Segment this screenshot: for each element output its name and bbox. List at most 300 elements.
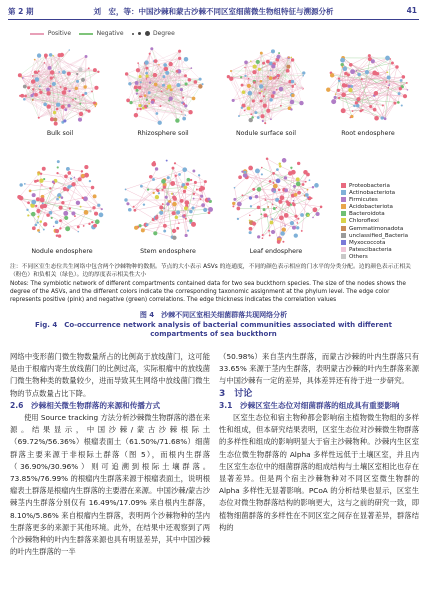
negative-legend-label: Negative	[96, 30, 124, 37]
network-node	[356, 104, 360, 108]
network-node	[34, 93, 38, 97]
network-node	[178, 50, 181, 53]
network-node	[284, 225, 286, 227]
network-node	[276, 89, 278, 91]
network-node	[46, 88, 50, 92]
network-node	[391, 62, 394, 65]
network-node	[259, 84, 263, 88]
network-node	[163, 185, 166, 188]
network-node	[278, 52, 280, 54]
network-node	[374, 116, 379, 121]
network-node	[303, 170, 308, 175]
network-node	[258, 68, 261, 71]
network-node	[27, 214, 29, 216]
network-node	[331, 99, 336, 104]
network-node	[338, 80, 341, 83]
phylum-color-swatch	[341, 240, 346, 245]
network-node	[262, 237, 264, 239]
network-node	[29, 189, 32, 192]
network-node	[139, 108, 141, 110]
network-node	[49, 187, 51, 189]
network-node	[279, 162, 282, 165]
network-node	[252, 222, 256, 226]
network-node	[312, 217, 314, 219]
network-node	[342, 83, 346, 87]
network-node	[52, 82, 56, 86]
network-node	[57, 166, 59, 168]
network-panel	[18, 49, 100, 125]
network-node	[31, 79, 36, 84]
network-node	[188, 78, 192, 82]
network-node	[301, 230, 303, 232]
network-node	[288, 56, 290, 58]
network-node	[280, 105, 282, 107]
network-node	[350, 85, 353, 88]
network-node	[385, 81, 387, 83]
network-node	[172, 211, 176, 215]
network-node	[34, 70, 37, 73]
network-node	[199, 78, 202, 81]
network-node	[236, 207, 240, 211]
network-node	[200, 198, 202, 200]
network-node	[355, 101, 358, 104]
network-node	[89, 180, 91, 182]
network-node	[58, 234, 61, 237]
network-node	[40, 197, 45, 202]
network-node	[181, 111, 182, 112]
network-node	[382, 104, 384, 106]
network-edge	[175, 163, 205, 181]
network-node	[161, 189, 163, 191]
network-node	[380, 116, 383, 119]
network-node	[385, 56, 390, 61]
network-node	[257, 206, 261, 210]
network-node	[262, 62, 265, 65]
network-node	[233, 198, 236, 201]
phylum-name: Bacteroidota	[349, 211, 385, 218]
phylum-color-swatch	[341, 183, 346, 188]
network-node	[38, 231, 40, 233]
network-node	[248, 166, 253, 171]
network-node	[31, 200, 36, 205]
network-node	[278, 78, 280, 80]
network-node	[50, 76, 53, 79]
network-node	[307, 189, 309, 191]
network-node	[242, 90, 246, 94]
network-node	[302, 183, 305, 186]
network-node	[255, 195, 259, 199]
network-node	[84, 210, 89, 215]
network-node	[294, 215, 297, 218]
network-node	[249, 231, 252, 234]
network-node	[184, 200, 189, 205]
network-node	[32, 93, 34, 95]
network-node	[386, 71, 388, 73]
network-node	[400, 79, 403, 82]
network-edge	[269, 190, 274, 231]
network-node	[191, 206, 194, 209]
network-node	[164, 67, 168, 71]
network-node	[260, 80, 263, 83]
phylum-name: unclassified_Bacteria	[349, 232, 409, 239]
phylum-color-swatch	[341, 190, 346, 195]
network-node	[155, 112, 158, 115]
network-node	[276, 55, 280, 59]
network-edge	[228, 77, 243, 106]
network-node	[349, 117, 351, 119]
network-node	[146, 99, 148, 101]
network-node	[313, 207, 318, 212]
network-node	[53, 111, 56, 114]
network-node	[190, 67, 192, 69]
network-node	[361, 78, 363, 80]
network-node	[133, 209, 136, 212]
network-node	[54, 122, 58, 126]
network-node	[184, 206, 188, 210]
network-node	[43, 229, 45, 231]
network-node	[250, 113, 252, 115]
network-node	[136, 108, 138, 110]
network-node	[282, 158, 287, 163]
network-node	[94, 86, 98, 90]
network-node	[180, 88, 183, 91]
network-node	[93, 194, 97, 198]
network-node	[270, 221, 274, 225]
network-node	[88, 67, 90, 69]
network-node	[258, 92, 261, 95]
panel-label-nodule-endosphere: Nodule endosphere	[31, 248, 93, 255]
network-node	[172, 236, 176, 240]
network-node	[140, 185, 143, 188]
network-node	[347, 73, 350, 76]
network-node	[53, 118, 57, 122]
network-node	[270, 118, 272, 120]
network-node	[263, 104, 267, 108]
network-node	[198, 174, 200, 176]
header-rule	[8, 19, 419, 20]
network-node	[58, 71, 60, 73]
running-title: 刘 宏，等：中国沙棘和蒙古沙棘不同区室细菌微生物组特征与溯源分析	[93, 7, 334, 16]
network-node	[159, 105, 161, 107]
network-node	[191, 222, 196, 227]
network-node	[41, 205, 44, 208]
network-node	[201, 203, 205, 207]
network-node	[50, 70, 55, 75]
network-node	[136, 92, 138, 94]
network-node	[292, 226, 296, 230]
network-node	[44, 54, 48, 58]
network-node	[75, 98, 77, 100]
network-node	[316, 212, 320, 216]
network-node	[19, 183, 22, 186]
network-node	[395, 65, 398, 68]
network-node	[147, 188, 149, 190]
network-node	[82, 94, 85, 97]
network-node	[47, 105, 51, 109]
network-node	[166, 88, 168, 90]
network-edge	[147, 63, 166, 69]
network-node	[284, 176, 287, 179]
network-node	[158, 192, 160, 194]
network-node	[338, 77, 340, 79]
network-node	[48, 66, 52, 70]
network-node	[393, 102, 396, 105]
network-node	[352, 110, 354, 112]
network-node	[176, 210, 180, 214]
network-node	[252, 188, 255, 191]
network-node	[273, 77, 276, 80]
network-node	[255, 168, 260, 173]
network-node	[67, 185, 71, 189]
positive-legend-label: Positive	[47, 30, 72, 37]
network-node	[284, 188, 288, 192]
network-node	[269, 98, 273, 102]
network-node	[292, 85, 294, 87]
network-node	[244, 109, 246, 111]
phylum-color-swatch	[341, 197, 346, 202]
network-node	[290, 100, 295, 105]
network-node	[341, 108, 346, 113]
network-node	[63, 119, 66, 122]
network-node	[291, 80, 294, 83]
network-node	[203, 208, 207, 212]
network-node	[250, 205, 252, 207]
network-node	[190, 179, 192, 181]
network-node	[52, 180, 55, 183]
network-node	[81, 170, 83, 172]
page-number: 41	[406, 6, 417, 15]
network-node	[196, 189, 198, 191]
network-node	[128, 82, 131, 85]
network-node	[155, 167, 158, 170]
network-node	[172, 202, 177, 207]
network-node	[286, 69, 290, 73]
network-node	[133, 206, 135, 208]
network-node	[293, 185, 296, 188]
network-node	[232, 99, 235, 102]
network-node	[56, 235, 58, 237]
network-node	[305, 181, 307, 183]
network-node	[297, 162, 300, 165]
network-node	[91, 186, 95, 190]
network-node	[270, 70, 272, 72]
network-edge	[342, 67, 343, 111]
network-node	[264, 88, 266, 90]
network-node	[297, 218, 299, 220]
network-node	[261, 173, 263, 175]
network-node	[74, 215, 76, 217]
network-node	[401, 104, 403, 106]
network-node	[178, 57, 181, 60]
network-node	[278, 200, 282, 204]
network-node	[154, 83, 158, 87]
network-node	[161, 179, 166, 184]
network-node	[64, 108, 67, 111]
phylum-legend-item	[341, 240, 408, 247]
network-node	[161, 90, 163, 92]
network-edge	[51, 55, 52, 73]
network-node	[145, 72, 148, 75]
network-node	[146, 223, 149, 226]
network-node	[230, 70, 232, 72]
network-node	[244, 171, 247, 174]
panel-label-bulk-soil: Bulk soil	[46, 130, 74, 137]
network-node	[68, 90, 70, 92]
network-node	[250, 60, 251, 61]
network-node	[84, 165, 88, 169]
network-node	[158, 64, 159, 65]
phylum-name: Firmicutes	[349, 197, 378, 204]
network-edge	[231, 78, 270, 79]
network-node	[38, 70, 40, 72]
network-node	[340, 58, 345, 63]
network-node	[182, 102, 184, 104]
network-node	[296, 226, 299, 229]
network-node	[148, 103, 150, 105]
network-node	[76, 201, 80, 205]
network-node	[253, 81, 256, 84]
network-node	[294, 83, 296, 85]
network-edge	[351, 56, 370, 65]
network-node	[269, 235, 271, 237]
network-node	[356, 70, 357, 71]
network-node	[143, 204, 145, 206]
network-node	[241, 194, 243, 196]
network-node	[64, 216, 68, 220]
network-node	[60, 86, 62, 88]
network-node	[87, 110, 90, 113]
network-node	[260, 52, 263, 55]
network-node	[95, 106, 96, 107]
network-node	[39, 91, 42, 94]
network-node	[357, 97, 361, 101]
network-node	[185, 234, 188, 237]
network-node	[286, 65, 290, 69]
network-node	[99, 213, 104, 218]
phylum-legend-item	[341, 204, 408, 211]
network-node	[257, 235, 260, 238]
network-node	[273, 182, 275, 184]
network-node	[153, 192, 155, 194]
issue-number: 第 2 期	[8, 7, 34, 16]
network-node	[141, 228, 145, 232]
network-node	[184, 104, 187, 107]
network-node	[271, 64, 275, 68]
network-node	[277, 75, 279, 77]
network-node	[79, 103, 81, 105]
network-node	[184, 57, 189, 62]
phylum-legend	[341, 183, 408, 261]
network-node	[149, 175, 153, 179]
network-node	[46, 91, 50, 95]
network-node	[85, 109, 87, 111]
network-node	[83, 225, 85, 227]
network-node	[148, 91, 151, 94]
network-node	[180, 199, 184, 203]
network-panel	[326, 54, 408, 120]
network-node	[267, 206, 269, 208]
network-node	[67, 171, 71, 175]
network-node	[288, 171, 292, 175]
network-node	[167, 84, 171, 88]
network-panel	[232, 158, 322, 244]
phylum-legend-item	[341, 233, 408, 240]
network-node	[126, 99, 130, 103]
network-panel	[17, 160, 103, 238]
network-node	[32, 88, 34, 90]
network-node	[71, 182, 75, 186]
network-node	[260, 213, 262, 215]
network-node	[302, 71, 305, 74]
network-node	[279, 165, 282, 168]
network-node	[149, 81, 151, 83]
network-node	[163, 224, 167, 228]
network-node	[402, 75, 406, 79]
network-node	[97, 71, 99, 73]
network-node	[297, 222, 299, 224]
network-node	[276, 168, 279, 171]
network-node	[138, 86, 141, 89]
network-node	[237, 218, 239, 220]
network-node	[78, 231, 80, 233]
network-node	[286, 200, 289, 203]
network-node	[167, 176, 170, 179]
network-node	[53, 226, 55, 228]
network-node	[208, 207, 213, 212]
network-node	[49, 85, 51, 87]
network-node	[153, 231, 157, 235]
network-node	[56, 198, 59, 201]
network-node	[56, 108, 59, 111]
phylum-color-swatch	[341, 211, 346, 216]
network-node	[320, 206, 323, 209]
network-node	[42, 167, 46, 171]
network-node	[238, 175, 242, 179]
network-node	[136, 68, 140, 72]
network-node	[365, 70, 369, 74]
phylum-name: Others	[349, 253, 368, 260]
network-node	[282, 241, 284, 243]
network-node	[314, 183, 319, 188]
network-node	[97, 204, 100, 207]
network-node	[75, 87, 78, 90]
network-node	[261, 91, 263, 93]
network-node	[369, 105, 372, 108]
network-node	[66, 167, 70, 171]
network-node	[238, 115, 240, 117]
network-node	[273, 207, 276, 210]
network-node	[280, 195, 285, 200]
network-node	[334, 96, 337, 99]
network-node	[282, 227, 286, 231]
network-node	[267, 76, 269, 78]
phylum-legend-item	[341, 190, 408, 197]
network-node	[32, 226, 36, 230]
network-node	[204, 180, 207, 183]
network-node	[80, 206, 82, 208]
network-node	[263, 213, 267, 217]
network-node	[182, 167, 187, 172]
network-node	[173, 197, 177, 201]
network-node	[291, 58, 294, 61]
network-node	[58, 196, 60, 198]
network-node	[342, 66, 344, 68]
network-node	[186, 178, 190, 182]
network-node	[348, 88, 352, 92]
network-node	[57, 160, 60, 163]
network-node	[341, 92, 346, 97]
network-node	[153, 73, 157, 77]
